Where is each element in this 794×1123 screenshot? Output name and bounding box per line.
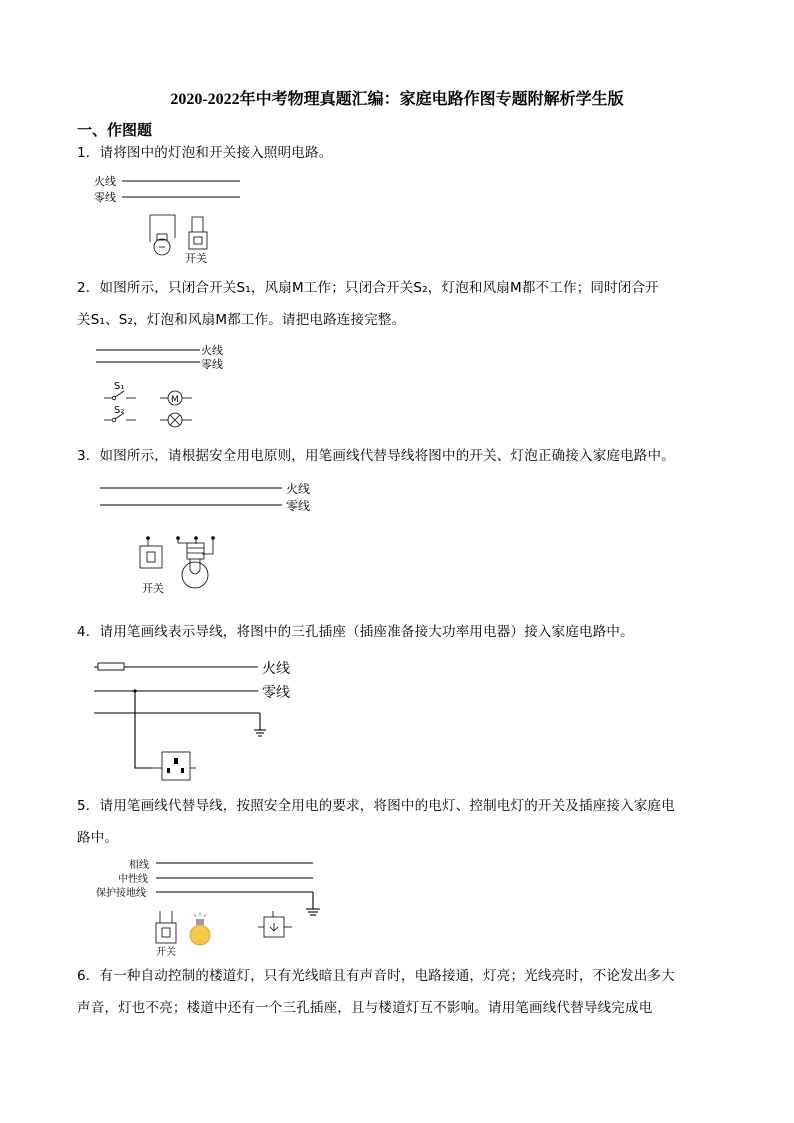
q5-switch-icon [156,911,176,943]
q5-phase-label: 相线 [129,860,149,871]
q5-neutral-label: 中性线 [118,874,148,885]
q3-switch-icon [140,536,162,568]
q1-live-label: 火线 [94,175,116,188]
q3-neutral-label: 零线 [286,499,311,513]
question-6-line2: 声音，灯也不亮；楼道中还有一个三孔插座，且与楼道灯互不影响。请用笔画线代替导线完成电 [77,1000,653,1016]
q3-bulb-icon [176,536,215,588]
q2-live-label: 火线 [201,344,223,357]
q2-s1-label: S₁ [114,381,125,392]
question-3-text: 3．如图所示，请根据安全用电原则，用笔画线代替导线将图中的开关、灯泡正确接入家庭电路中。 [77,448,675,464]
q3-switch-label: 开关 [142,582,164,595]
q5-switch-label: 开关 [156,947,176,958]
q2-neutral-label: 零线 [201,358,223,371]
q4-socket-icon [152,752,196,780]
question-2-line1: 2．如图所示，只闭合开关S₁，风扇M工作；只闭合开关S₂，灯泡和风扇M都不工作；同时闭合开 [77,280,659,296]
q1-bulb-icon [150,215,175,255]
question-5-line2: 路中。 [77,830,119,846]
q4-earth-icon [254,730,266,736]
q5-earth-icon [306,909,320,915]
q1-circuit-diagram [90,170,250,270]
q1-switch-label: 开关 [185,252,207,265]
section-heading: 一、作图题 [77,121,153,139]
q2-s2-label: S₂ [114,405,125,416]
q3-live-label: 火线 [286,482,311,496]
q3-circuit-diagram [96,478,326,603]
q1-switch-icon [189,217,207,249]
question-6-line1: 6．有一种自动控制的楼道灯，只有光线暗且有声音时，电路接通，灯亮；光线亮时，不论发出多大 [77,968,675,984]
question-2-line2: 关S₁、S₂，灯泡和风扇M都工作。请把电路连接完整。 [77,312,406,328]
q2-motor-label: M [171,395,179,405]
q5-circuit-diagram [92,855,332,965]
q5-socket-icon [258,911,292,937]
q4-neutral-label: 零线 [262,685,290,701]
q2-circuit-diagram [92,340,252,435]
q4-fuse-icon [98,663,124,670]
q5-lamp-icon [190,912,210,945]
q4-circuit-diagram [92,656,312,786]
q4-live-label: 火线 [262,661,290,677]
question-1-text: 1．请将图中的灯泡和开关接入照明电路。 [77,145,333,161]
q2-lamp-icon [160,413,192,427]
question-5-line1: 5．请用笔画线代替导线，按照安全用电的要求，将图中的电灯、控制电灯的开关及插座接入家庭电 [77,798,675,814]
q2-switch-s1-icon [104,391,136,400]
q1-neutral-label: 零线 [94,191,116,204]
q5-ground-label: 保护接地线 [96,888,146,899]
page-title: 2020-2022年中考物理真题汇编：家庭电路作图专题附解析学生版 [170,91,624,108]
question-4-text: 4．请用笔画线表示导线，将图中的三孔插座（插座准备接大功率用电器）接入家庭电路中。 [77,624,634,640]
